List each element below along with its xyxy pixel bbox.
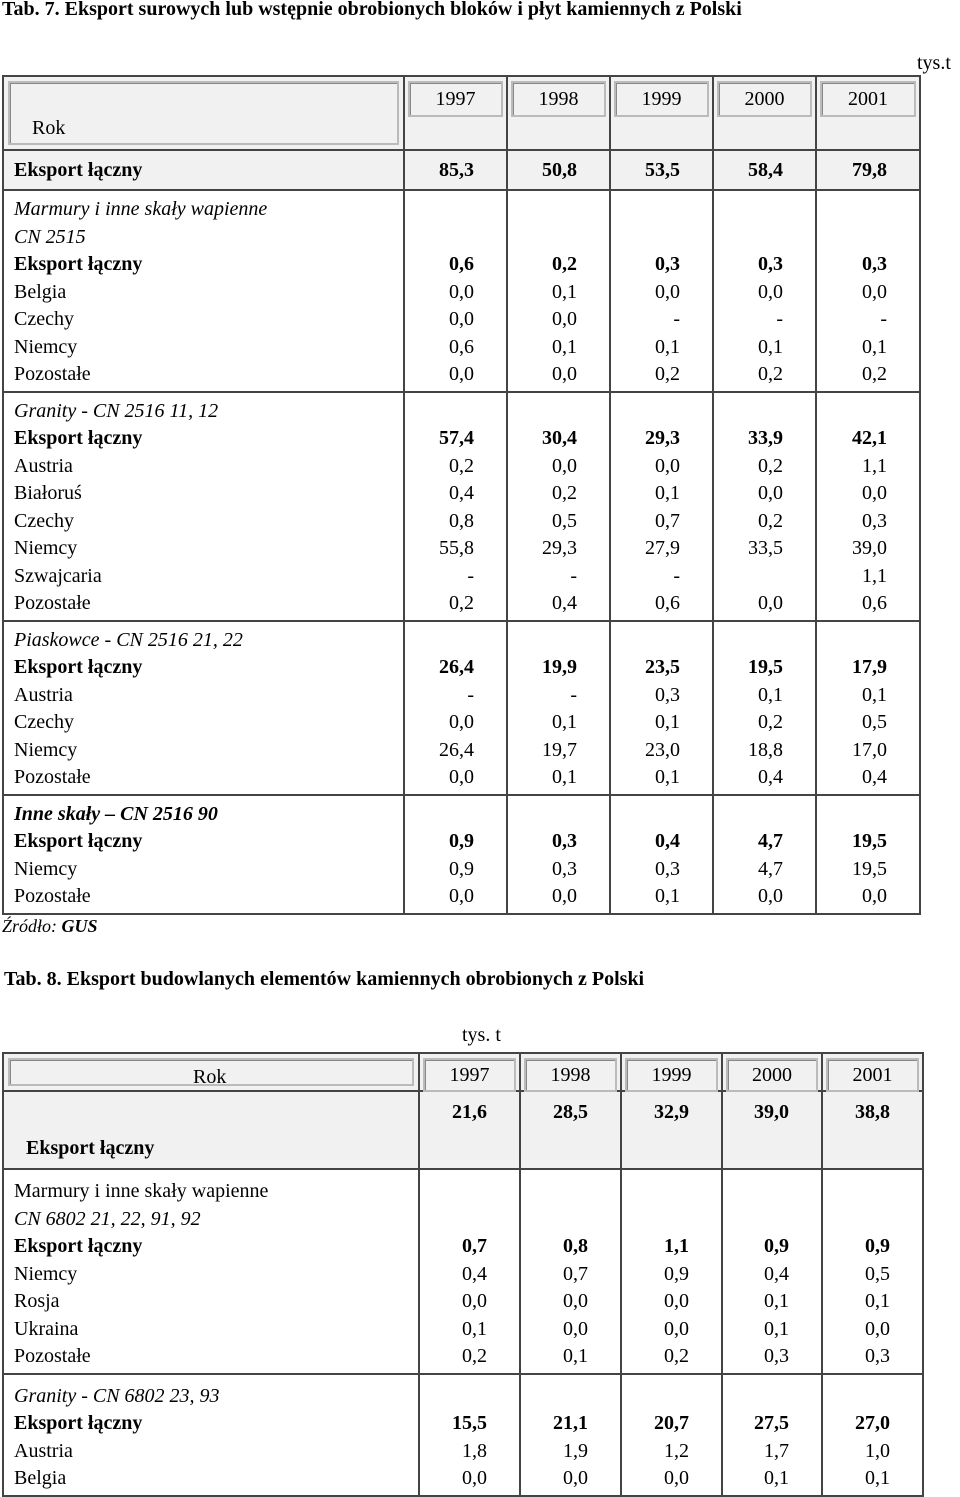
- row-label: Eksport łączny: [14, 830, 143, 852]
- cell-value: 1,8: [462, 1439, 487, 1462]
- rok-header: [8, 81, 399, 145]
- cell-value: 0,3: [758, 253, 783, 275]
- row-label: Czechy: [14, 711, 74, 733]
- total-label: Eksport łączny: [14, 159, 143, 181]
- row-label: Pozostałe: [14, 363, 91, 385]
- cell-value: 0,2: [758, 363, 783, 385]
- cell-value: 0,3: [862, 509, 887, 532]
- cell-value: 0,0: [449, 308, 474, 330]
- year-header: 1997: [423, 1058, 516, 1092]
- cell-value: 23,0: [645, 738, 680, 761]
- cell-value: 0,9: [449, 857, 474, 880]
- group-heading: CN 2515: [14, 225, 86, 248]
- source-note: Źródło: GUS: [2, 916, 98, 936]
- cell-value: 0,1: [552, 766, 577, 788]
- row-label: Austria: [14, 683, 73, 706]
- row-label: Ukraina: [14, 1317, 79, 1340]
- cell-value: 0,2: [664, 1345, 689, 1367]
- row-label: Białoruś: [14, 482, 82, 504]
- year-header: 2001: [826, 1058, 919, 1092]
- cell-value: 19,5: [852, 857, 887, 880]
- row-label: Pozostałe: [14, 1345, 91, 1367]
- row-label: Pozostałe: [14, 592, 91, 614]
- cell-value: 1,1: [862, 454, 887, 477]
- cell-value: 39,0: [852, 537, 887, 559]
- cell-value: 0,3: [865, 1345, 890, 1367]
- cell-value: 0,9: [764, 1235, 789, 1257]
- group-row: [3, 795, 920, 914]
- cell-value: 0,0: [865, 1317, 890, 1340]
- cell-value: 23,5: [645, 656, 680, 678]
- cell-value: 1,2: [664, 1439, 689, 1462]
- group-heading: Marmury i inne skały wapienne: [14, 198, 268, 220]
- cell-value: 0,0: [449, 885, 474, 907]
- cell-value: 18,8: [748, 738, 783, 761]
- group-heading: CN 6802 21, 22, 91, 92: [14, 1207, 201, 1230]
- row-label: Eksport łączny: [14, 427, 143, 449]
- cell-value: 1,7: [764, 1439, 789, 1462]
- row-label: Eksport łączny: [14, 1412, 143, 1434]
- cell-value: 0,0: [758, 280, 783, 303]
- cell-value: 0,6: [862, 592, 887, 614]
- cell-value: 1,0: [865, 1439, 890, 1462]
- cell-value: 0,0: [563, 1467, 588, 1489]
- cell-value: 27,9: [645, 537, 680, 559]
- cell-value: 0,0: [664, 1317, 689, 1340]
- cell-value: 26,4: [439, 738, 474, 761]
- cell-value: 0,2: [462, 1345, 487, 1367]
- cell-value: 0,7: [655, 509, 680, 532]
- cell-value: 0,3: [764, 1345, 789, 1367]
- cell-value: 0,0: [664, 1290, 689, 1312]
- cell-value: 0,1: [552, 335, 577, 358]
- cell-value: 0,2: [449, 592, 474, 614]
- cell-value: 0,0: [664, 1467, 689, 1489]
- cell-value: 0,0: [862, 280, 887, 303]
- cell-value: 0,1: [552, 711, 577, 733]
- cell-value: 4,7: [758, 857, 783, 880]
- header-row: [3, 1053, 923, 1091]
- cell-value: 0,4: [862, 766, 887, 788]
- cell-value: 0,6: [449, 335, 474, 358]
- cell-value: 15,5: [452, 1412, 487, 1434]
- cell-value: 0,4: [449, 482, 474, 504]
- cell-value: 0,1: [655, 766, 680, 788]
- total-value: 38,8: [855, 1101, 890, 1123]
- total-value: 85,3: [439, 159, 474, 181]
- cell-value: 0,5: [552, 509, 577, 532]
- group-heading: Inne skały – CN 2516 90: [14, 802, 218, 825]
- cell-value: 1,1: [862, 564, 887, 587]
- cell-value: 1,1: [664, 1235, 689, 1257]
- cell-value: 1,9: [563, 1439, 588, 1462]
- cell-value: 0,2: [552, 482, 577, 504]
- cell-value: 0,1: [865, 1290, 890, 1312]
- row-label: Czechy: [14, 308, 74, 330]
- rok-label: Rok: [193, 1066, 227, 1088]
- cell-value: -: [880, 308, 887, 330]
- cell-value: 0,7: [563, 1262, 588, 1285]
- cell-value: -: [673, 564, 680, 587]
- tab7-title: Tab. 7. Eksport surowych lub wstępnie obrobionych bloków i płyt kamiennych z Polski: [2, 0, 742, 20]
- tab7-unit: tys.t: [917, 52, 951, 74]
- cell-value: 0,5: [862, 711, 887, 733]
- total-value: 58,4: [748, 159, 783, 181]
- cell-value: 0,0: [449, 363, 474, 385]
- year-header: 2000: [726, 1058, 818, 1092]
- cell-value: 0,1: [655, 885, 680, 907]
- cell-value: 0,1: [764, 1317, 789, 1340]
- cell-value: 0,3: [655, 253, 680, 275]
- group-row: [3, 392, 920, 621]
- cell-value: 0,3: [552, 857, 577, 880]
- cell-value: 33,9: [748, 427, 783, 449]
- cell-value: 0,1: [758, 683, 783, 706]
- cell-value: 0,9: [865, 1235, 890, 1257]
- cell-value: 0,3: [655, 683, 680, 706]
- cell-value: 0,0: [552, 363, 577, 385]
- cell-value: 0,3: [862, 253, 887, 275]
- cell-value: 0,0: [862, 885, 887, 907]
- cell-value: 0,2: [862, 363, 887, 385]
- row-label: Niemcy: [14, 857, 78, 880]
- cell-value: 0,2: [758, 711, 783, 733]
- cell-value: 0,1: [764, 1467, 789, 1489]
- cell-value: 0,8: [563, 1235, 588, 1257]
- cell-value: 0,0: [552, 454, 577, 477]
- total-value: 50,8: [542, 159, 577, 181]
- tab8-table: [2, 1052, 924, 1497]
- total-value: 28,5: [553, 1101, 588, 1123]
- row-label: Austria: [14, 454, 73, 477]
- cell-value: 0,4: [758, 766, 783, 788]
- cell-value: 0,7: [462, 1235, 487, 1257]
- group-row: [3, 1169, 923, 1374]
- group-heading: Granity - CN 6802 23, 93: [14, 1384, 220, 1407]
- cell-value: 0,0: [563, 1317, 588, 1340]
- cell-value: 57,4: [439, 427, 474, 449]
- year-header: 1997: [408, 81, 503, 117]
- cell-value: 0,0: [655, 454, 680, 477]
- cell-value: 0,4: [764, 1262, 789, 1285]
- year-header: 1999: [625, 1058, 718, 1092]
- cell-value: 0,0: [758, 885, 783, 907]
- cell-value: 4,7: [758, 830, 783, 852]
- year-header: 1998: [524, 1058, 617, 1092]
- tab8-title: Tab. 8. Eksport budowlanych elementów kamiennych obrobionych z Polski: [4, 968, 645, 990]
- cell-value: 0,6: [449, 253, 474, 275]
- cell-value: 0,0: [449, 711, 474, 733]
- group-row: [3, 190, 920, 392]
- cell-value: 0,0: [449, 280, 474, 303]
- cell-value: 0,1: [865, 1467, 890, 1489]
- cell-value: 33,5: [748, 537, 783, 559]
- total-value: 21,6: [452, 1101, 487, 1123]
- cell-value: 0,1: [764, 1290, 789, 1312]
- cell-value: 0,4: [552, 592, 577, 614]
- row-label: Niemcy: [14, 537, 78, 559]
- year-header: 2001: [820, 81, 916, 117]
- cell-value: 27,5: [754, 1412, 789, 1434]
- cell-value: 0,4: [462, 1262, 487, 1285]
- cell-value: 0,1: [552, 280, 577, 303]
- tab8-unit: tys. t: [462, 1024, 501, 1046]
- row-label: Eksport łączny: [14, 656, 143, 678]
- row-label: Szwajcaria: [14, 564, 102, 587]
- cell-value: 20,7: [654, 1412, 689, 1434]
- cell-value: 55,8: [439, 537, 474, 559]
- cell-value: 0,0: [449, 766, 474, 788]
- cell-value: 0,2: [449, 454, 474, 477]
- cell-value: 0,0: [655, 280, 680, 303]
- row-label: Austria: [14, 1439, 73, 1462]
- cell-value: 0,0: [462, 1290, 487, 1312]
- cell-value: 0,1: [655, 711, 680, 733]
- total-value: 39,0: [754, 1101, 789, 1123]
- cell-value: 19,5: [852, 830, 887, 852]
- cell-value: 0,3: [552, 830, 577, 852]
- total-row: [3, 1091, 923, 1169]
- group-heading: Marmury i inne skały wapienne: [14, 1180, 269, 1202]
- cell-value: 0,2: [758, 509, 783, 532]
- cell-value: 19,9: [542, 656, 577, 678]
- cell-value: 0,0: [552, 308, 577, 330]
- cell-value: 17,0: [852, 738, 887, 761]
- cell-value: 0,1: [563, 1345, 588, 1367]
- row-label: Niemcy: [14, 1262, 78, 1285]
- cell-value: -: [570, 683, 577, 706]
- cell-value: -: [467, 564, 474, 587]
- cell-value: 19,7: [542, 738, 577, 761]
- group-heading: Granity - CN 2516 11, 12: [14, 399, 219, 422]
- cell-value: 0,6: [655, 592, 680, 614]
- cell-value: 30,4: [542, 427, 577, 449]
- cell-value: 0,1: [862, 335, 887, 358]
- cell-value: 0,0: [862, 482, 887, 504]
- row-label: Rosja: [14, 1290, 60, 1312]
- total-value: 79,8: [852, 159, 887, 181]
- cell-value: 0,0: [462, 1467, 487, 1489]
- row-label: Niemcy: [14, 335, 78, 358]
- header-row: [3, 76, 920, 150]
- cell-value: 0,4: [655, 830, 680, 852]
- row-label: Niemcy: [14, 738, 78, 761]
- cell-value: 0,5: [865, 1262, 890, 1285]
- total-row: [3, 150, 920, 190]
- cell-value: 0,3: [655, 857, 680, 880]
- cell-value: 29,3: [542, 537, 577, 559]
- cell-value: 0,1: [462, 1317, 487, 1340]
- rok-header: [8, 1058, 414, 1086]
- year-header: 2000: [717, 81, 812, 117]
- row-label: Czechy: [14, 509, 74, 532]
- cell-value: 0,1: [655, 335, 680, 358]
- total-value: 53,5: [645, 159, 680, 181]
- cell-value: 42,1: [852, 427, 887, 449]
- row-label: Belgia: [14, 1467, 67, 1489]
- rok-label: Rok: [32, 117, 66, 139]
- cell-value: 0,9: [449, 830, 474, 852]
- cell-value: 0,2: [758, 454, 783, 477]
- row-label: Pozostałe: [14, 885, 91, 907]
- cell-value: 19,5: [748, 656, 783, 678]
- cell-value: 17,9: [852, 656, 887, 678]
- cell-value: -: [467, 683, 474, 706]
- cell-value: 0,1: [862, 683, 887, 706]
- group-row: [3, 1374, 923, 1496]
- cell-value: 26,4: [439, 656, 474, 678]
- row-label: Eksport łączny: [14, 253, 143, 275]
- row-label: Eksport łączny: [14, 1235, 143, 1257]
- cell-value: 0,1: [758, 335, 783, 358]
- cell-value: 0,0: [758, 592, 783, 614]
- cell-value: 21,1: [553, 1412, 588, 1434]
- row-label: Pozostałe: [14, 766, 91, 788]
- cell-value: 0,9: [664, 1262, 689, 1285]
- cell-value: 27,0: [855, 1412, 890, 1434]
- cell-value: -: [776, 308, 783, 330]
- total-label: Eksport łączny: [26, 1137, 155, 1159]
- cell-value: 29,3: [645, 427, 680, 449]
- cell-value: 0,0: [552, 885, 577, 907]
- group-heading: Piaskowce - CN 2516 21, 22: [14, 628, 243, 651]
- cell-value: -: [673, 308, 680, 330]
- cell-value: 0,0: [563, 1290, 588, 1312]
- cell-value: 0,2: [655, 363, 680, 385]
- cell-value: -: [570, 564, 577, 587]
- year-header: 1999: [614, 81, 709, 117]
- total-value: 32,9: [654, 1101, 689, 1123]
- cell-value: 0,8: [449, 509, 474, 532]
- tab7-table: [2, 75, 921, 915]
- row-label: Belgia: [14, 280, 67, 303]
- cell-value: [714, 563, 783, 591]
- year-header: 1998: [511, 81, 606, 117]
- cell-value: 0,1: [655, 482, 680, 504]
- group-row: [3, 621, 920, 795]
- cell-value: 0,2: [552, 253, 577, 275]
- cell-value: 0,0: [758, 482, 783, 504]
